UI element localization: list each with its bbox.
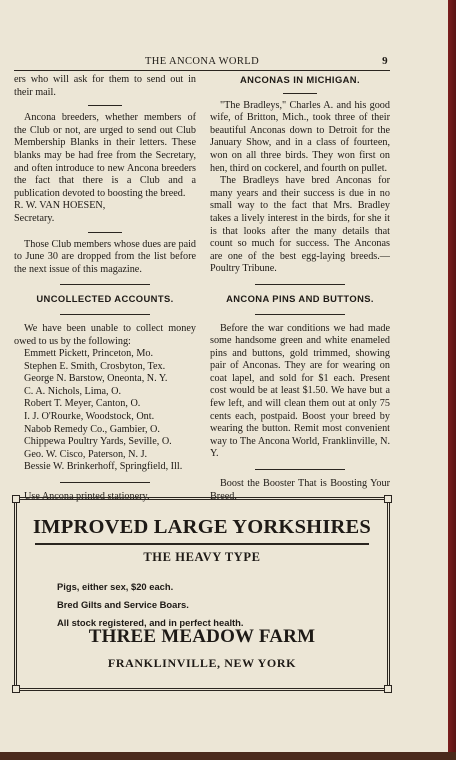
list-item: Emmett Pickett, Princeton, Mo. [24,348,154,360]
ad-item: Pigs, either sex, $20 each. [57,581,174,592]
divider [255,314,345,315]
divider [283,93,317,94]
binding-spine [448,0,456,760]
left-column [14,74,196,504]
yorkshires-advertisement [14,497,390,691]
divider [60,284,150,285]
right-column [210,74,390,503]
ad-title: IMPROVED LARGE YORKSHIRES [33,516,371,538]
divider [88,232,122,233]
page-number: 9 [382,55,388,67]
ad-farm-name: THREE MEADOW FARM [88,626,316,647]
ad-items [57,578,244,632]
running-header [14,56,390,71]
debtors-intro: We have been unable to collect money owed to us by the following: [14,322,196,347]
divider [60,482,150,483]
divider [255,284,345,285]
section-heading-michigan: ANCONAS IN MICHIGAN. [240,74,360,85]
bradleys-paragraph: "The Bradleys," Charles A. and his good wife, of Britton, Mich., took three of their beautiful Anconas down to Detroit for the January Show, and in a class of fourteen, won on all three birds. They won first on hen, third on cockerel, and fourth on pullet. [210,99,390,174]
divider [255,469,345,470]
border-corner [12,495,20,503]
ad-item: All stock registered, and in perfect health. [57,617,244,628]
list-item: Bessie W. Brinkerhoff, Springfield, Ill. [24,461,183,473]
membership-paragraph: Ancona breeders, whether members of the Club or not, are urged to send out Club Membership Blanks in their letters. These blanks may be had free from the Secretary, and often introduce to new Ancona breeders the fact that there is a Club and a publication devoted to boosting the breed. [14,112,196,199]
border-corner [12,685,20,693]
border-corner [384,495,392,503]
booster-slogan: Boost the Booster That is Boosting Your Breed. [210,478,390,502]
list-item: C. A. Nichols, Lima, O. [24,385,122,397]
bradleys-paragraph-2: The Bradleys have bred Anconas for many years and their success is due in no small way to the fact that Mrs. Bradley takes a lively interest in the birds, for she it is that looks after the many details that count so much for success. The Anconas are one of the best egg-laying breeds.—Poultry Tribune. [210,175,390,275]
signature-title: Secretary. [14,212,55,224]
border-corner [384,685,392,693]
section-heading-uncollected: UNCOLLECTED ACCOUNTS. [36,293,174,305]
section-heading-pins: ANCONA PINS AND BUTTONS. [226,292,374,304]
signature-name: R. W. VAN HOESEN, [14,200,106,212]
publication-title: THE ANCONA WORLD [144,56,260,67]
list-item: Nabob Remedy Co., Gambier, O. [24,423,160,435]
divider [88,105,122,106]
list-item: Geo. W. Cisco, Paterson, N. J. [24,448,148,460]
divider [60,314,150,315]
continued-paragraph: ers who will ask for them to send out in their mail. [14,74,196,98]
list-item: Stephen E. Smith, Crosbyton, Tex. [24,360,166,372]
stationery-note: Use Ancona printed stationery. [24,491,150,503]
list-item: Chippewa Poultry Yards, Seville, O. [24,436,172,448]
ad-rule [35,543,369,545]
ad-item: Bred Gilts and Service Boars. [57,599,189,610]
ad-location: FRANKLINVILLE, NEW YORK [107,656,297,670]
list-item: Robert T. Meyer, Canton, O. [24,398,141,410]
pins-paragraph: Before the war conditions we had made some handsome green and white enameled pins and buttons, gold trimmed, showing pair of Anconas. They are for wearing on coat lapel, and sold for $1 each. Present cost would be at least $1.50. We have but a few left, and will clean them out at only 75 cents each, postpaid. Boost your breed by wearing the button. Remit most convenient way to The Ancona World, Franklinville, N. Y. [210,322,390,460]
debtor-list [14,348,196,474]
list-item: George N. Barstow, Oneonta, N. Y. [24,373,168,385]
ad-subtitle: THE HEAVY TYPE [143,550,261,564]
list-item: I. J. O'Rourke, Woodstock, Ont. [24,411,155,423]
dues-paragraph: Those Club members whose dues are paid to June 30 are dropped from the list before the next issue of this magazine. [14,238,197,275]
page-bottom-edge [0,752,456,760]
